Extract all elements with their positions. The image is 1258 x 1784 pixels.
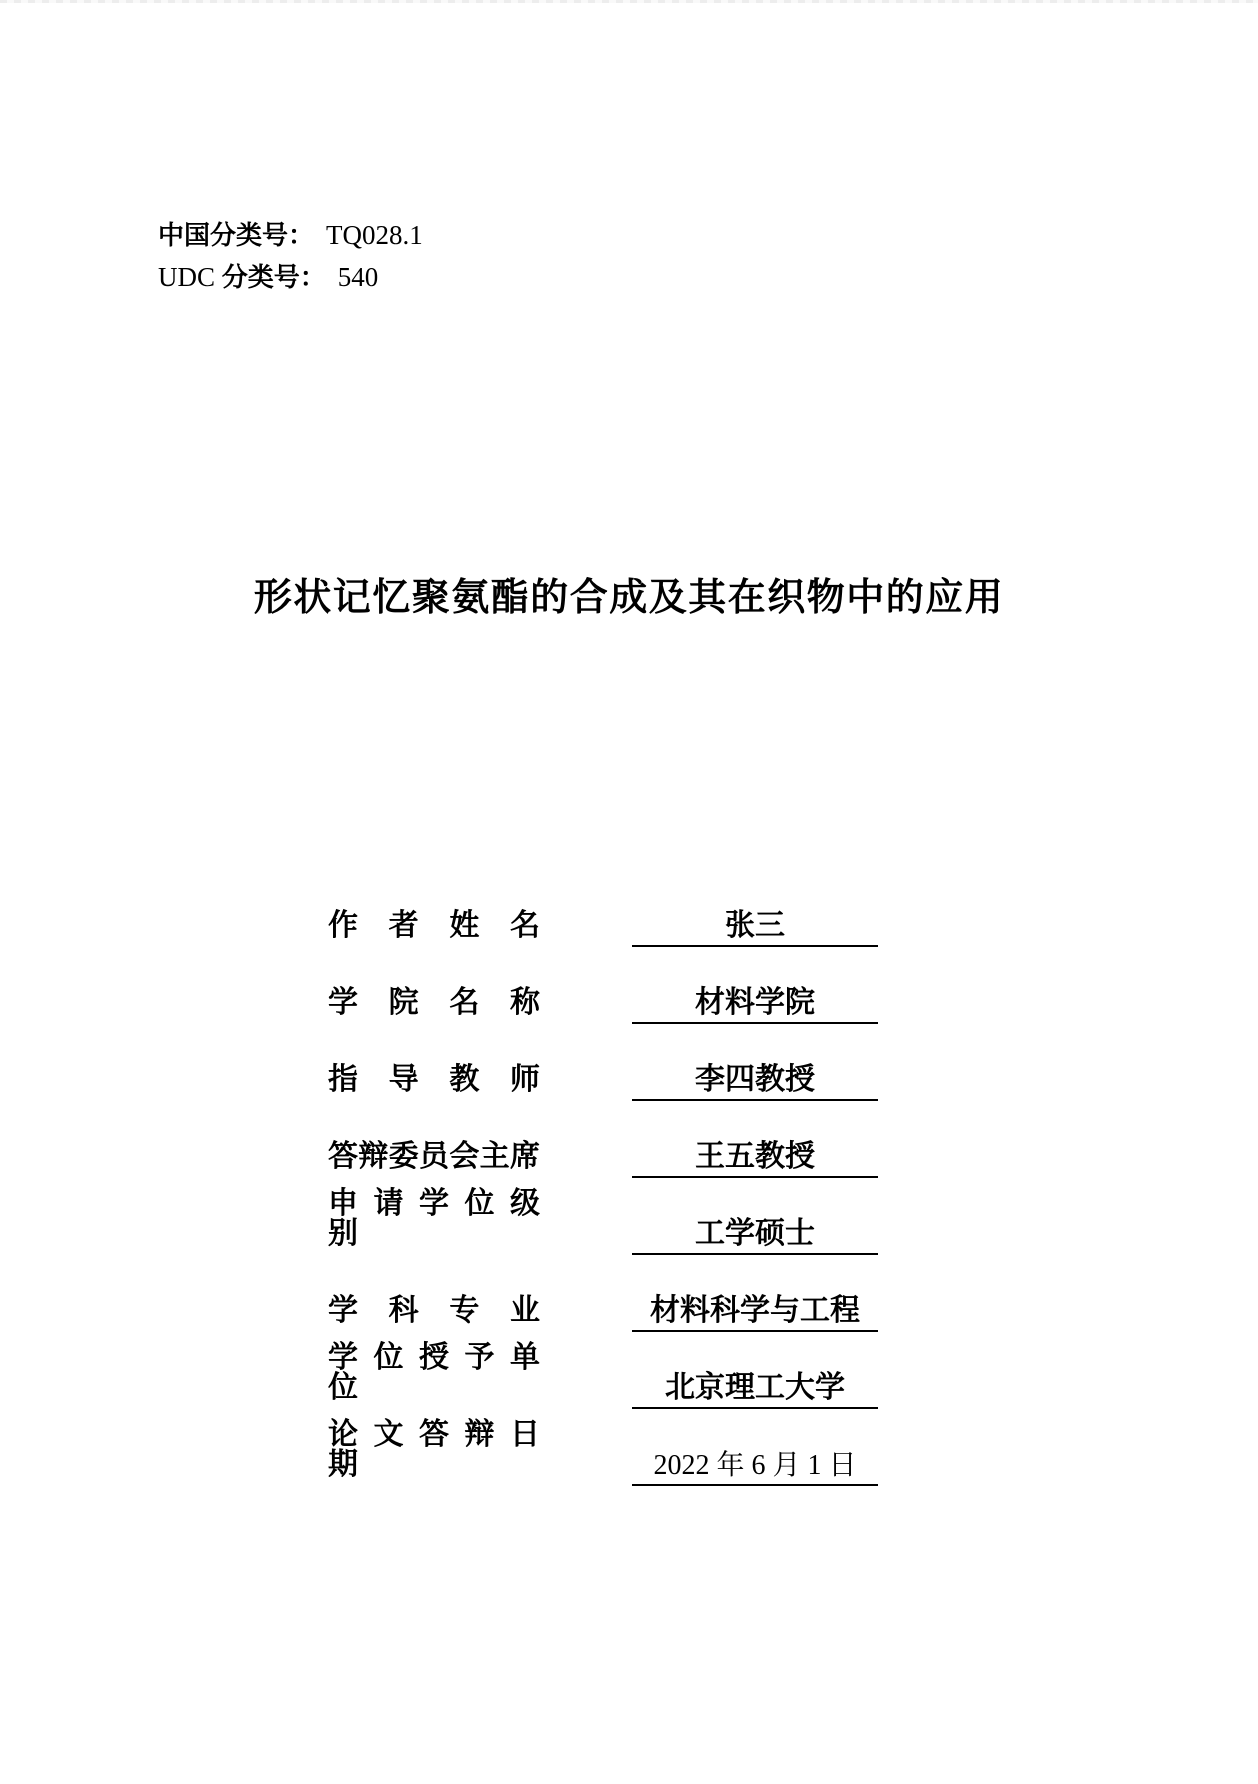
cn-classification-value: TQ028.1 bbox=[326, 220, 423, 250]
cn-classification-label: 中国分类号： bbox=[158, 220, 315, 250]
defense-date-label: 论 文 答 辩 日 期 bbox=[328, 1418, 540, 1481]
defense-chair-underline bbox=[632, 1142, 878, 1178]
udc-classification-label: 分类号： bbox=[221, 262, 326, 292]
discipline-label: 学 科 专 业 bbox=[328, 1294, 540, 1327]
degree-institution-underline bbox=[632, 1373, 878, 1409]
discipline-value: 材料科学与工程 bbox=[650, 1294, 860, 1327]
degree-institution-label: 学 位 授 予 单 位 bbox=[328, 1341, 540, 1404]
udc-prefix: UDC bbox=[158, 262, 222, 292]
classification-line-udc bbox=[158, 256, 423, 298]
author-name-underline bbox=[632, 911, 878, 947]
form-row-defense-chair bbox=[328, 1138, 888, 1178]
defense-date-value: 2022 年 6 月 1 日 bbox=[653, 1450, 857, 1481]
form-row-supervisor bbox=[328, 1061, 888, 1101]
classification-block bbox=[158, 214, 423, 298]
classification-line-cn bbox=[158, 214, 423, 256]
form-row-degree-level bbox=[328, 1187, 888, 1255]
defense-chair-label: 答辩委员会主席 bbox=[328, 1140, 540, 1173]
thesis-info-form bbox=[328, 907, 888, 1523]
supervisor-underline bbox=[632, 1065, 878, 1101]
author-name-value: 张三 bbox=[725, 909, 785, 942]
form-row-author bbox=[328, 907, 888, 947]
thesis-title: 形状记忆聚氨酯的合成及其在织物中的应用 bbox=[253, 577, 1005, 619]
form-row-degree-institution bbox=[328, 1341, 888, 1409]
degree-level-underline bbox=[632, 1219, 878, 1255]
page-top-edge bbox=[0, 0, 1258, 3]
form-row-college bbox=[328, 984, 888, 1024]
form-row-defense-date bbox=[328, 1418, 888, 1486]
college-name-underline bbox=[632, 988, 878, 1024]
supervisor-label: 指 导 教 师 bbox=[328, 1063, 540, 1096]
udc-classification-value: 540 bbox=[337, 262, 379, 292]
supervisor-value: 李四教授 bbox=[695, 1063, 815, 1096]
author-name-label: 作 者 姓 名 bbox=[328, 909, 540, 942]
defense-date-underline bbox=[632, 1452, 878, 1486]
degree-institution-value: 北京理工大学 bbox=[665, 1371, 845, 1404]
degree-level-value: 工学硕士 bbox=[695, 1217, 815, 1250]
degree-level-label: 申 请 学 位 级 别 bbox=[328, 1187, 540, 1250]
college-name-label: 学 院 名 称 bbox=[328, 986, 540, 1019]
form-row-discipline bbox=[328, 1292, 888, 1332]
college-name-value: 材料学院 bbox=[695, 986, 815, 1019]
defense-chair-value: 王五教授 bbox=[695, 1140, 815, 1173]
discipline-underline bbox=[632, 1296, 878, 1332]
